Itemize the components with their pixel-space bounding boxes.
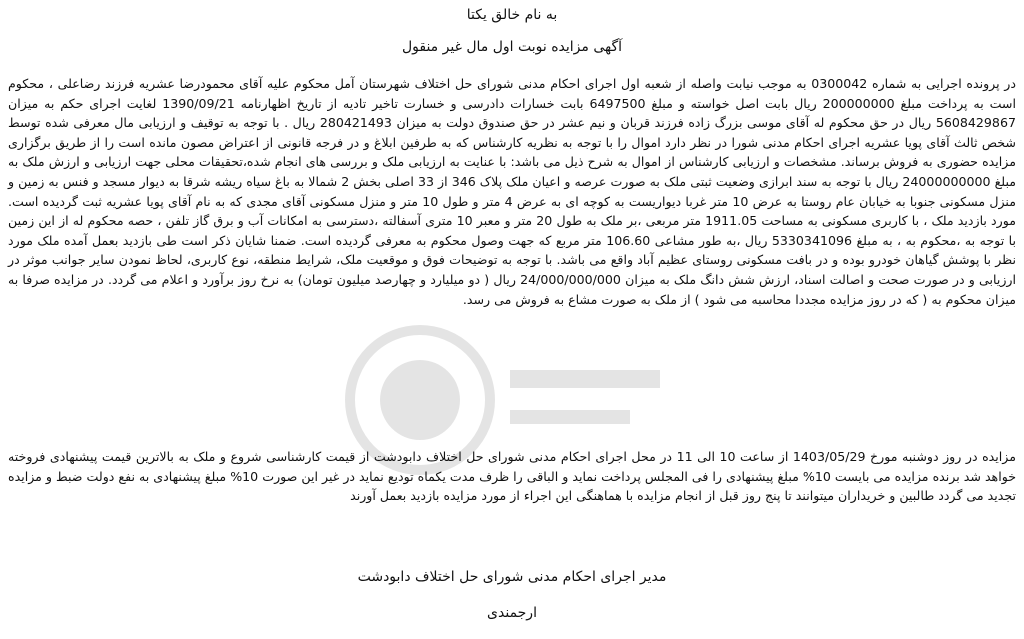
announcement-paragraph-1: در پرونده اجرایی به شماره 0300042 به موجب نیابت واصله از شعبه اول اجرای احکام مدنی شورای حل اختلاف شهرستان آمل محکوم علیه آقای محمودرضا عشریه فرزند رضاعلی ، محکوم است به پرداخت مبلغ 200000000 ریال بابت اصل خواسته و مبلغ 6497500 بابت خسارات دادرسی و خسارت تاخیر تادیه از تاریخ اظهارنامه 1390/09/21 لغایت اجرای حکم به میزان 5608429867 ریال در حق محکوم له آقای موسی بزرگ زاده فرزند قربان و نیم عشر در حق صندوق دولت به میزان 280421493 ریال . با توجه به توقیف و ارزیابی مال معرفی شده توسط شخص ثالث آقای پویا عشریه اجرای احکام مدنی شورا در نظر دارد اموال را با توجه به نظریه کارشناس که به طرفین ابلاغ و در فرجه قانونی از اعتراض مصون مانده است را از طریق برگزاری مزایده حضوری به فروش برساند. مشخصات و ارزیابی کارشناس از اموال به شرح ذیل می باشد: با عنایت به ارزیابی ملک و بررسی های انجام شده،تحقیقات محلی جهت ارزیابی و ارزش ملک به مبلغ 24000000000 ریال با توجه به سند ابرازی وضعیت ثبتی ملک به صورت عرصه و اعیان ملک پلاک 346 از 33 اصلی بخش 2 شمالا به باغ سیاه ریشه شرقا به دیوار مسجد و فنس به زمین و منزل مسکونی جنوبا به خیابان عام روستا به عرض 10 متر غربا دیواریست به کوچه ای به عرض 4 متر و طول 10 متر و منزل مسکونی آقای مجدی که به نام آقای پویا عشریه ثبت گردیده است. مورد بازدید ملک ، با کاربری مسکونی به مساحت 1911.05 متر مربعی ،بر ملک به طول 20 متر و معبر 10 متری آسفالته ،دسترسی به امکانات آب و برق گاز تلفن ، حصه محکوم له از این زمین با توجه به ،محکوم به ، به مبلغ 5330341096 ریال ،به طور مشاعی 106.60 متر مربع که جهت وصول محکوم به معرفی گردیده است. ضمنا شایان ذکر است طی بازدید بعمل آمده ملک مورد نظر با پوشش گیاهان خودرو بوده و در بافت مسکونی روستای عظیم آباد واقع می باشد. با توجه به توضیحات فوق و موقعیت ملک، شرایط منطقه، نوع کاربری، لحاظ نمودن سایر جوانب موثر در ارزیابی و در صورت صحت و اصالت اسناد، ارزش شش دانگ ملک به میزان 24/000/000/000 ریال ( دو میلیارد و چهارصد میلیون تومان) به نرخ روز برآورد و اعلام می گردد. در مزایده صرفا به میزان محکوم به ( که در روز مزایده مجددا محاسبه می شود ) از ملک به صورت مشاع به فروش می رسد. (8, 76, 1017, 307)
announcement-paragraph-2: مزایده در روز دوشنبه مورخ 1403/05/29 از ساعت 10 الی 11 در محل اجرای احکام مدنی شورای حل اختلاف دابودشت از قیمت کارشناسی شروع و ملک به بالاترین قیمت پیشنهادی فروخته خواهد شد برنده مزایده می بایست 10% مبلغ پیشنهادی را فی المجلس پرداخت نماید و الباقی را ظرف مدت یکماه تودیع نماید در غیر این صورت 10% مبلغ پیشنهادی به نفع دولت ضبط و مزایده تجدید می گردد طالبین و خریداران میتوانند تا پنج روز قبل از انجام مزایده با هماهنگی این اجراء از مورد مزایده بازدید بعمل آورند (8, 449, 1016, 504)
signature-name: ارجمندی (487, 605, 537, 621)
document-subtitle: آگهی مزایده نوبت اول مال غیر منقول (401, 39, 623, 55)
signature-line: مدیر اجرای احکام مدنی شورای حل اختلاف دابودشت (357, 569, 667, 585)
document-title: به نام خالق یکتا (466, 7, 558, 23)
